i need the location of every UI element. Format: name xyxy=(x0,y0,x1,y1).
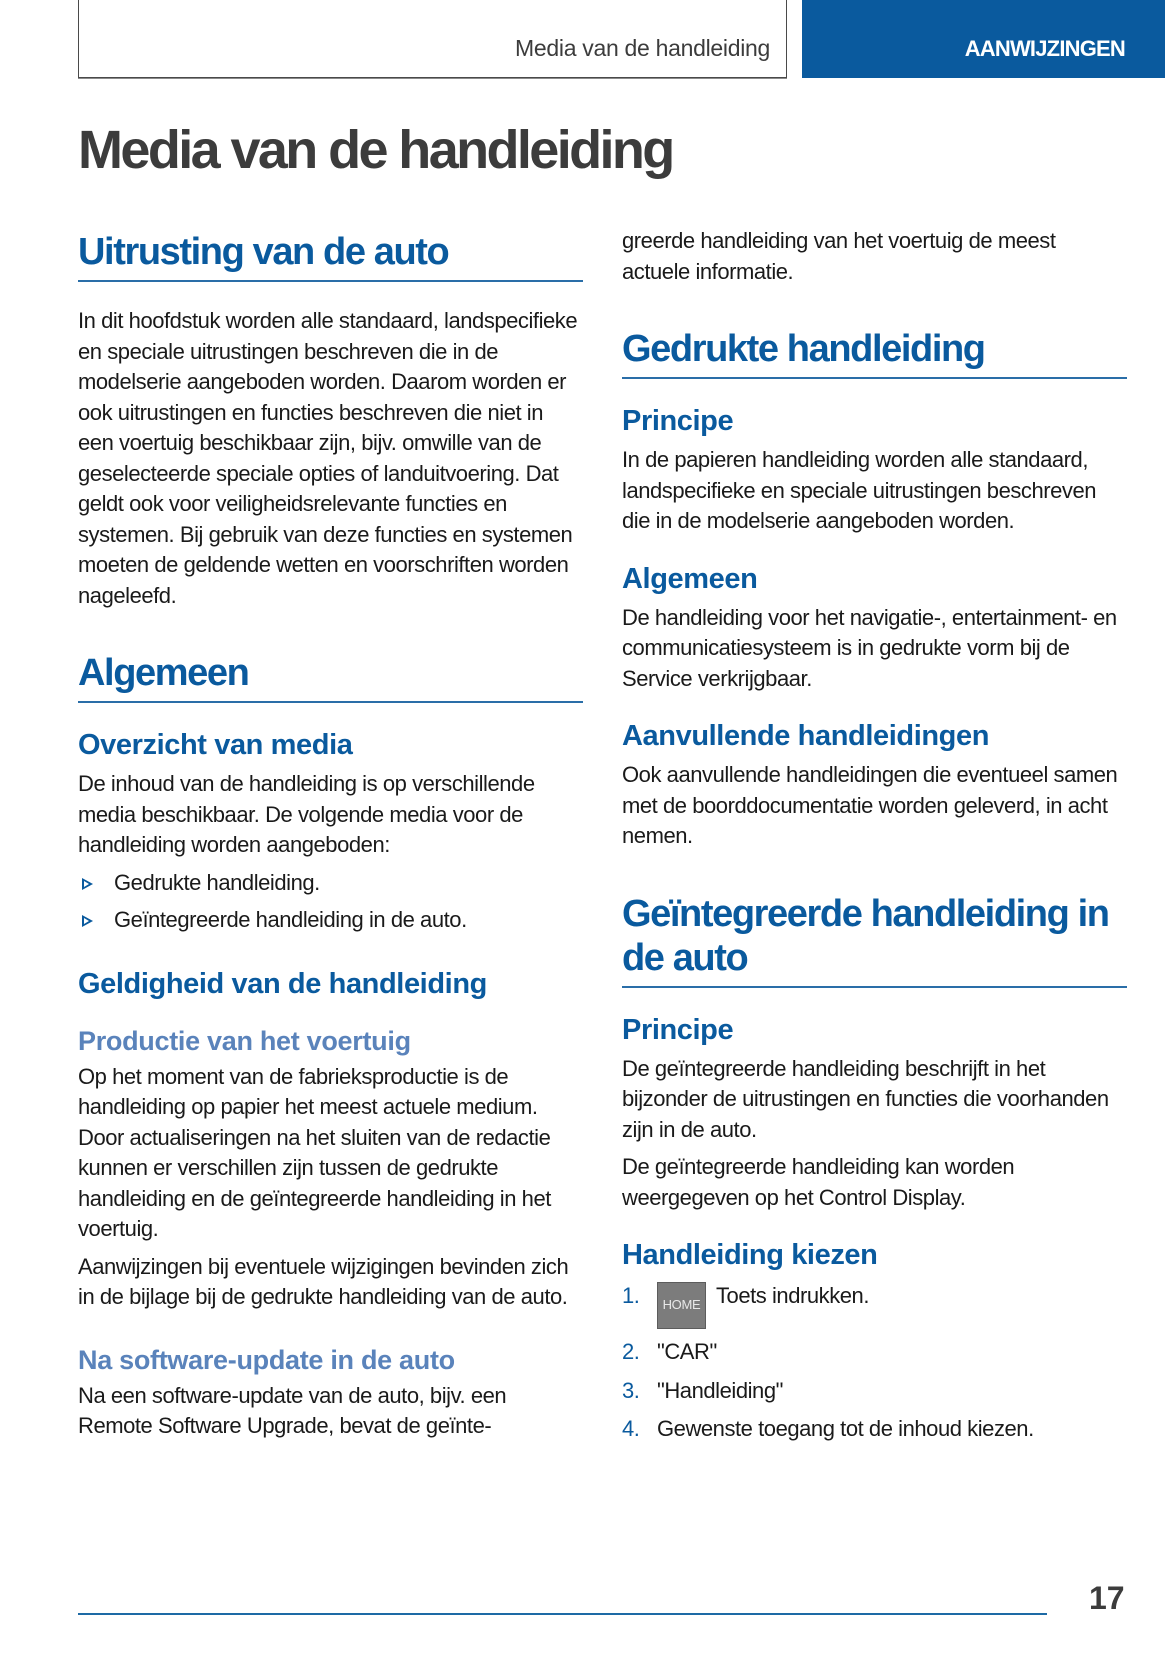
steps-list xyxy=(622,1281,1127,1445)
step-text: Toets indrukken. xyxy=(716,1283,869,1308)
principe-geintegreerde-body-2: De geïntegreerde handleiding kan worden weergegeven op het Control Display. xyxy=(622,1154,1015,1210)
step-text: Gewenste toegang tot de inhoud kiezen. xyxy=(657,1416,1034,1441)
step-item xyxy=(622,1414,1127,1445)
subsubheading-productie: Productie van het voertuig xyxy=(78,1025,411,1056)
list-item-text: Geïntegreerde handleiding in de auto. xyxy=(114,907,467,932)
triangle-bullet-icon xyxy=(82,878,93,890)
section-uitrusting xyxy=(78,230,583,611)
aanvullende-body: Ook aanvullende handleidingen die eventueel samen met de boorddocumentatie worden geleverd, in acht nemen. xyxy=(622,762,1118,848)
running-header xyxy=(78,0,787,78)
running-header-title: Media van de handleiding xyxy=(515,35,770,61)
list-item xyxy=(78,905,583,936)
step-item xyxy=(622,1281,1127,1329)
step-text: "Handleiding" xyxy=(657,1377,783,1403)
right-column xyxy=(622,230,1127,1445)
section-heading-algemeen: Algemeen xyxy=(78,651,583,703)
overzicht-body: De inhoud van de handleiding is op verschillende media beschikbaar. De volgende media voor de handleiding worden aangeboden: xyxy=(78,771,535,857)
software-update-body: Na een software-update van de auto, bijv. een Remote Software Upgrade, bevat de geïnte- xyxy=(78,1382,507,1438)
subheading-algemeen-gedrukte: Algemeen xyxy=(622,562,758,595)
step-number: 2. xyxy=(622,1339,640,1364)
media-list xyxy=(78,868,583,936)
left-column xyxy=(78,230,583,1442)
subheading-aanvullende: Aanvullende handleidingen xyxy=(622,720,990,752)
step-number: 3. xyxy=(622,1377,640,1403)
subsubheading-software-update: Na software-update in de auto xyxy=(78,1344,455,1375)
continuation-text: greerde handleiding van het voertuig de meest actuele informatie. xyxy=(622,228,1056,284)
productie-body-1: Op het moment van de fabrieksproductie is de handleiding op papier het meest actuele medium. Door actualiseringen na het sluiten van de redactie kunnen er verschillen zijn tussen de gedrukte handleiding en de geïntegreerde handleiding in het voertuig. xyxy=(78,1063,551,1241)
page-number: 17 xyxy=(1089,1580,1125,1616)
uitrusting-body: In dit hoofdstuk worden alle standaard, landspecifieke en speciale uitrustingen beschreven die in de modelserie aangeboden worden. Daarom worden er ook uitrustingen en functies beschreven die niet in een voertuig beschikbaar zijn, bijv. omwille van de geselecteerde speciale opties of landuitvoering. Dat geldt ook voor veiligheidsrelevante functies en systemen. Bij gebruik van deze functies en systemen moeten de geldende wetten en voorschriften worden nageleefd. xyxy=(78,308,578,608)
section-geintegreerde xyxy=(622,892,1127,1445)
algemeen-gedrukte-body: De handleiding voor het navigatie-, entertainment- en communicatiesysteem is in gedrukte vorm bij de Service verkrijgbaar. xyxy=(622,604,1117,691)
triangle-bullet-icon xyxy=(82,915,93,927)
section-gedrukte xyxy=(622,327,1127,852)
step-text: "CAR" xyxy=(657,1339,717,1364)
step-item xyxy=(622,1376,1127,1407)
productie-body-2: Aanwijzingen bij eventuele wijzigingen bevinden zich in de bijlage bij de gedrukte handleiding van de auto. xyxy=(78,1253,569,1309)
principe-gedrukte-body: In de papieren handleiding worden alle standaard, landspecifieke en speciale uitrustingen beschreven die in de modelserie aangeboden worden. xyxy=(622,447,1097,533)
footer-rule xyxy=(78,1613,1047,1615)
chapter-tab-label: AANWIJZINGEN xyxy=(964,36,1125,61)
subheading-principe-gedrukte: Principe xyxy=(622,405,734,437)
home-key-icon: HOME xyxy=(657,1282,706,1329)
section-heading-gedrukte: Gedrukte handleiding xyxy=(622,327,1127,379)
principe-geintegreerde-body-1: De geïntegreerde handleiding beschrijft in het bijzonder de uitrustingen en functies die voorhanden zijn in de auto. xyxy=(622,1055,1109,1142)
step-item xyxy=(622,1337,1127,1368)
section-heading-geintegreerde: Geïntegreerde handleiding in de auto xyxy=(622,892,1127,988)
subheading-geldigheid: Geldigheid van de handleiding xyxy=(78,967,487,1000)
step-number: 1. xyxy=(622,1283,640,1308)
step-number: 4. xyxy=(622,1416,640,1441)
section-algemeen xyxy=(78,651,583,1442)
subheading-principe-geintegreerde: Principe xyxy=(622,1013,734,1046)
subheading-overzicht: Overzicht van media xyxy=(78,729,353,761)
page-title: Media van de handleiding xyxy=(78,120,673,180)
list-item xyxy=(78,868,583,899)
list-item-text: Gedrukte handleiding. xyxy=(114,869,320,895)
subheading-kiezen: Handleiding kiezen xyxy=(622,1239,878,1271)
section-heading-uitrusting: Uitrusting van de auto xyxy=(78,230,583,282)
chapter-tab xyxy=(802,0,1165,78)
